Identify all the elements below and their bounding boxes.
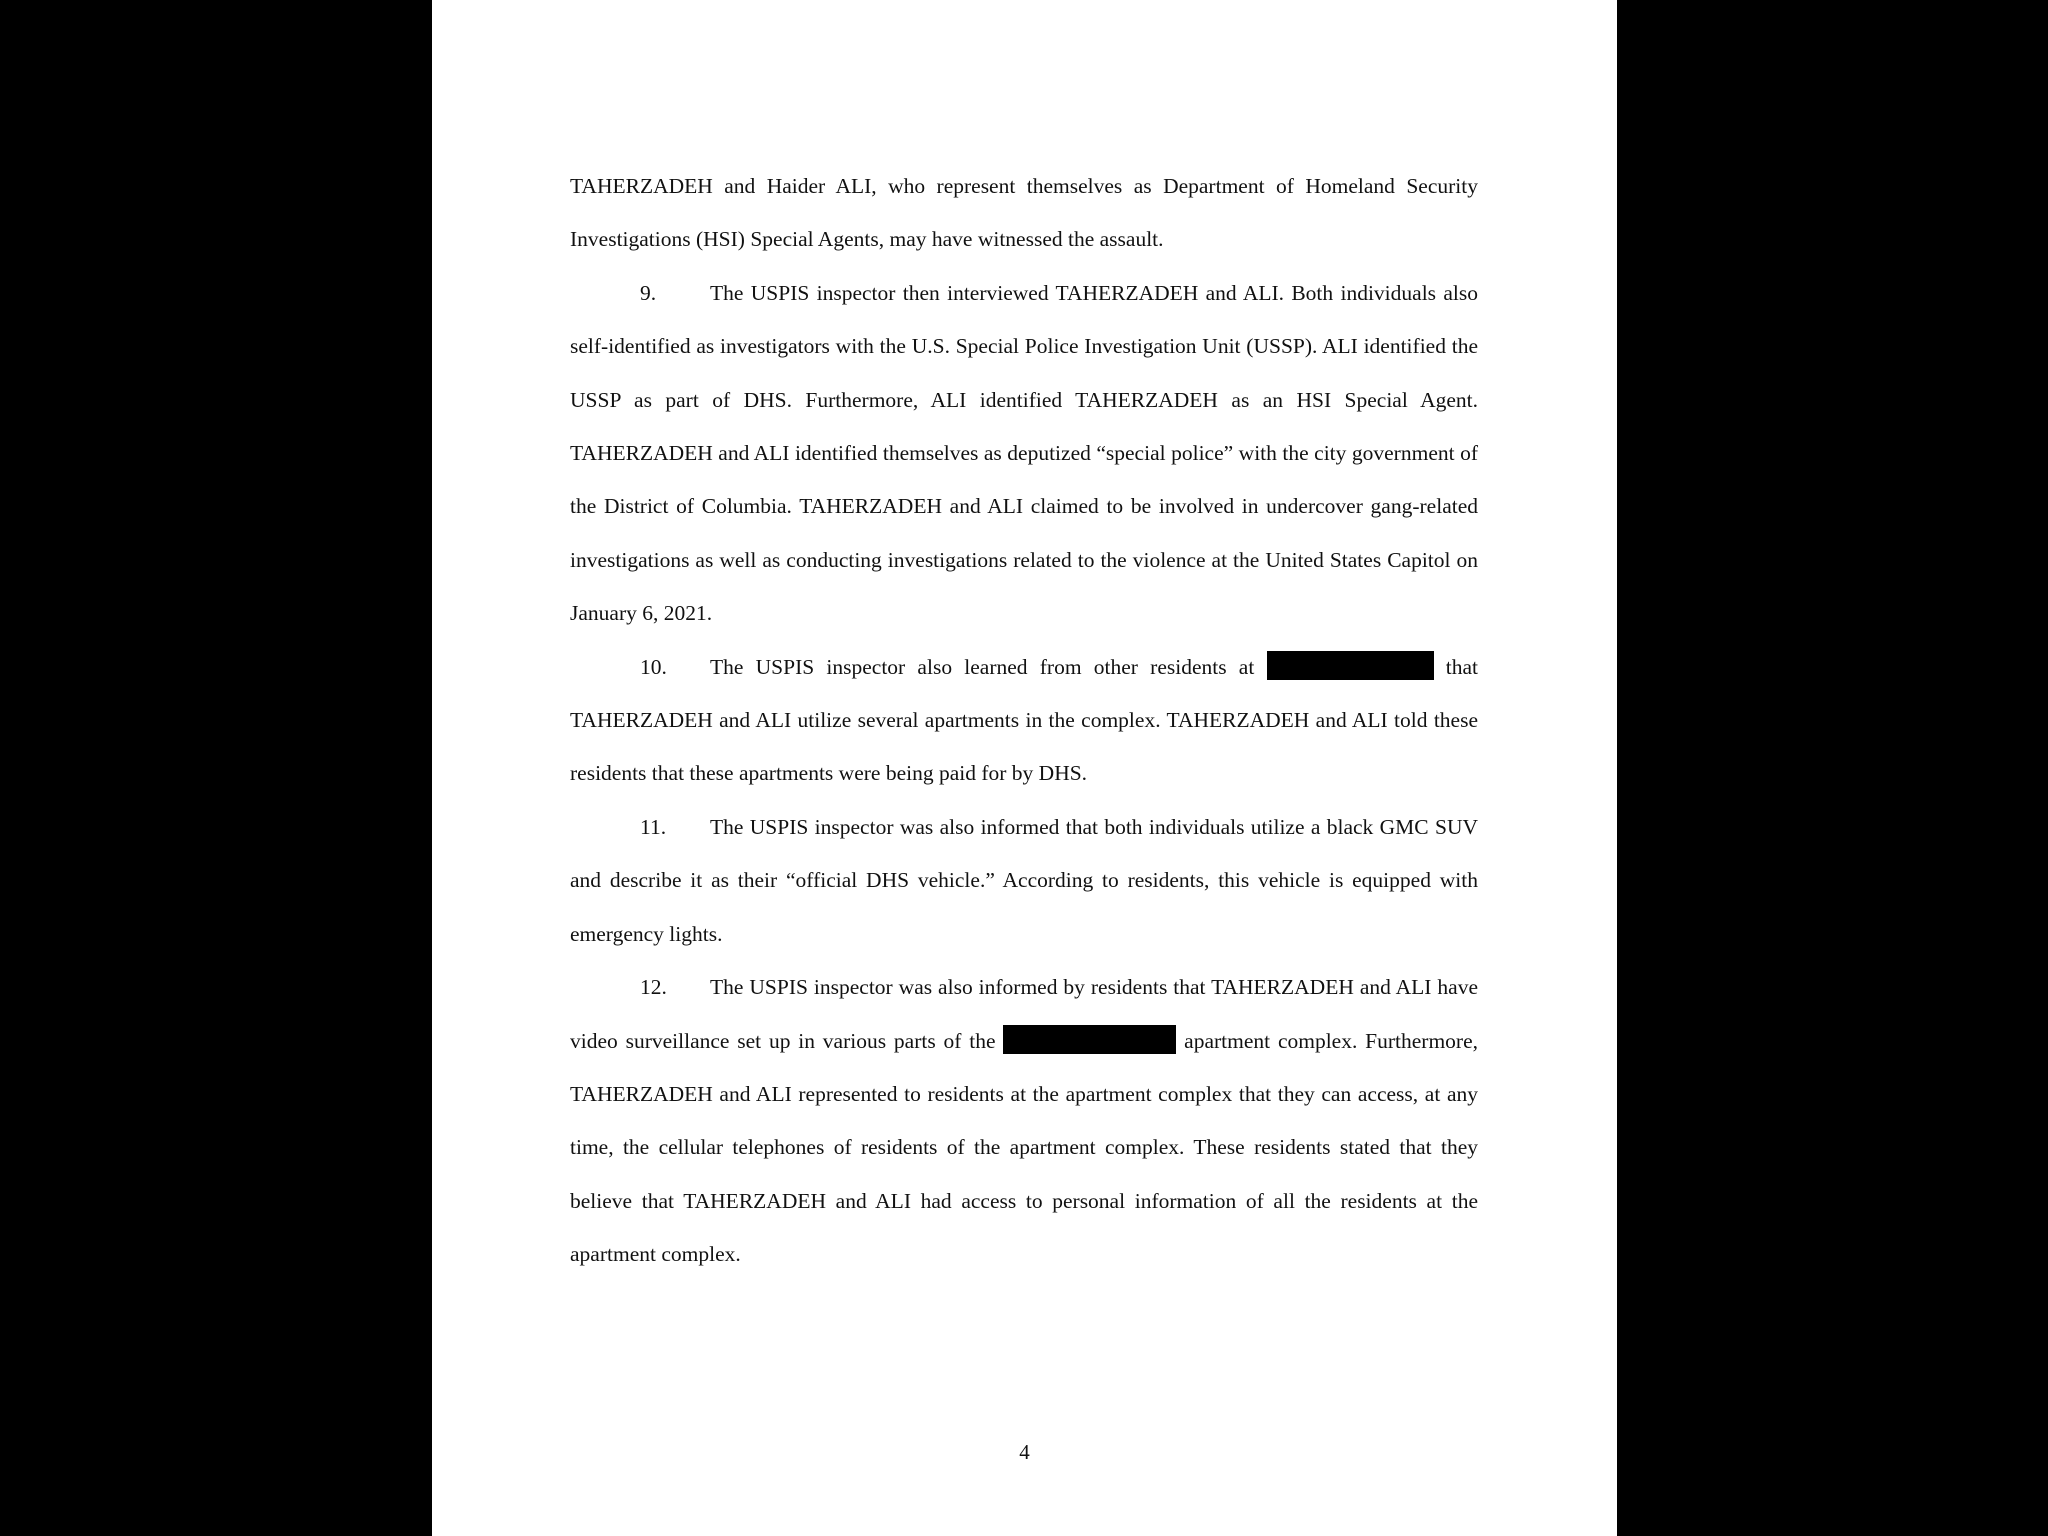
paragraph-number: 10. (640, 654, 667, 679)
paragraph-number: 11. (640, 814, 667, 839)
paragraph-10 (570, 641, 1478, 801)
page-number: 4 (1019, 1440, 1030, 1464)
paragraph-text: The USPIS inspector was also informed by residents that TAHERZADEH and ALI have video surveillance set up in various parts of the (570, 975, 1478, 1053)
paragraph-text: The USPIS inspector was also informed that both individuals utilize a black GMC SUV and describe it as their “official DHS vehicle.” According to residents, this vehicle is equipped with emergency lights. (570, 814, 1478, 946)
page-body (570, 160, 1478, 1282)
paragraph-text: that TAHERZADEH and ALI utilize several apartments in the complex. TAHERZADEH and ALI told these residents that these apartments were being paid for by DHS. (570, 654, 1478, 786)
paragraph-11 (570, 801, 1478, 961)
paragraph-text: The USPIS inspector then interviewed TAHERZADEH and ALI. Both individuals also self-identified as investigators with the U.S. Special Police Investigation Unit (USSP). ALI identified the USSP as part of DHS. Furthermore, ALI identified TAHERZADEH as an HSI Special Agent. TAHERZADEH and ALI identified themselves as deputized “special police” with the city government of the District of Columbia. TAHERZADEH and ALI claimed to be involved in undercover gang-related investigations as well as conducting investigations related to the violence at the United States Capitol on January 6, 2021. (570, 280, 1478, 626)
redaction-box (1003, 1025, 1176, 1054)
document-page (432, 0, 1617, 1536)
paragraph-number: 9. (640, 280, 657, 305)
paragraph-8-continued (570, 160, 1478, 267)
redaction-box (1267, 651, 1434, 680)
paragraph-12 (570, 961, 1478, 1281)
paragraph-text: The USPIS inspector also learned from other residents at (710, 654, 1255, 679)
paragraph-9 (570, 267, 1478, 641)
paragraph-text: TAHERZADEH and Haider ALI, who represent themselves as Department of Homeland Security Investigations (HSI) Special Agents, may have witnessed the assault. (570, 174, 1478, 252)
paragraph-text: apartment complex. Furthermore, TAHERZADEH and ALI represented to residents at the apartment complex that they can access, at any time, the cellular telephones of residents of the apartment complex. These residents stated that they believe that TAHERZADEH and ALI had access to personal information of all the residents at the apartment complex. (570, 1028, 1479, 1267)
paragraph-number: 12. (640, 975, 667, 1000)
